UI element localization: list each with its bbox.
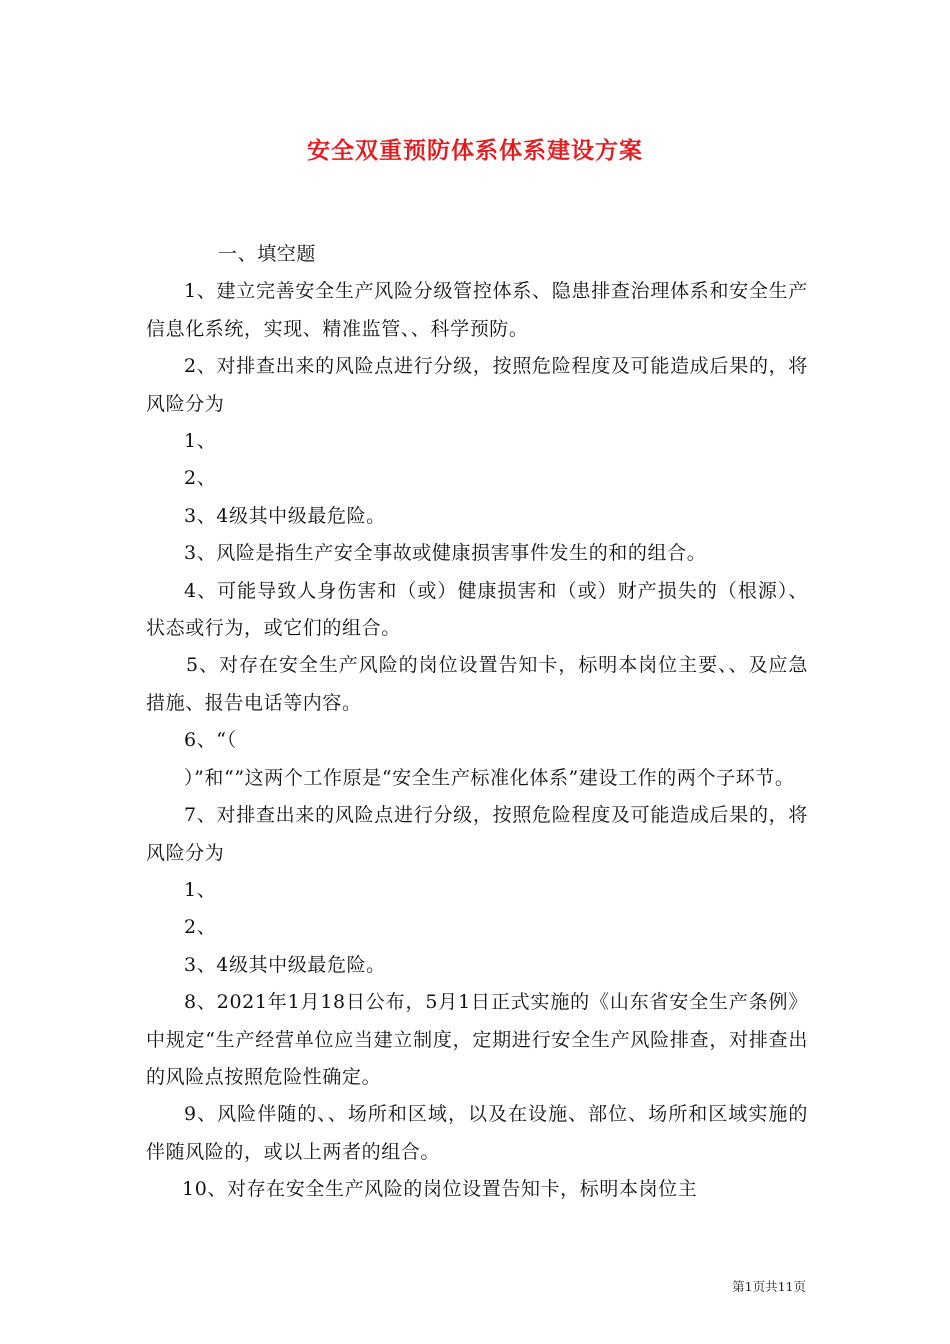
paragraph-2-item-3: 3、4级其中级最危险。 [184,504,386,527]
paragraph-9: 9、风险伴随的、、场所和区域，以及在设施、部位、场所和区域实施的伴随风险的，或以上两者的组合。 [146,1103,808,1163]
page-footer [0,1277,950,1295]
paragraph-7-item-3: 3、4级其中级最危险。 [184,953,386,976]
section-heading: 一、填空题 [218,243,317,265]
paragraph-8: 8、2021年1月18日公布，5月1日正式实施的《山东省安全生产条例》中规定“生产经营单位应当建立制度，定期进行安全生产风险排查，对排查出的风险点按照危险性确定。 [146,991,808,1088]
page-number: 第1页共11页 [732,1279,806,1294]
paragraph-6-continued: ）”和“”这两个工作原是“安全生产标准化体系”建设工作的两个子环节。 [184,766,795,789]
paragraph-1: 1、建立完善安全生产风险分级管控体系、隐患排查治理体系和安全生产信息化系统，实现、精准监管、、科学预防。 [146,280,808,340]
paragraph-7-item-1: 1、 [184,878,217,901]
paragraph-6: 6、“（ [184,729,237,752]
document-body [146,236,808,1209]
paragraph-10: 10、对存在安全生产风险的岗位设置告知卡，标明本岗位主 [182,1178,698,1201]
paragraph-2-item-2: 2、 [184,467,217,490]
paragraph-7-item-2: 2、 [184,916,217,939]
paragraph-4: 4、可能导致人身伤害和（或）健康损害和（或）财产损失的（根源）、状态或行为，或它们的组合。 [146,579,808,640]
document-title: 安全双重预防体系体系建设方案 [307,137,643,164]
paragraph-7: 7、对排查出来的风险点进行分级，按照危险程度及可能造成后果的，将风险分为 [146,804,808,864]
paragraph-5: 5、对存在安全生产风险的岗位设置告知卡，标明本岗位主要、、及应急措施、报告电话等内容。 [146,654,808,714]
paragraph-2-item-1: 1、 [184,430,217,453]
paragraph-2: 2、对排查出来的风险点进行分级，按照危险程度及可能造成后果的，将风险分为 [146,355,808,415]
paragraph-3: 3、风险是指生产安全事故或健康损害事件发生的和的组合。 [184,542,707,565]
